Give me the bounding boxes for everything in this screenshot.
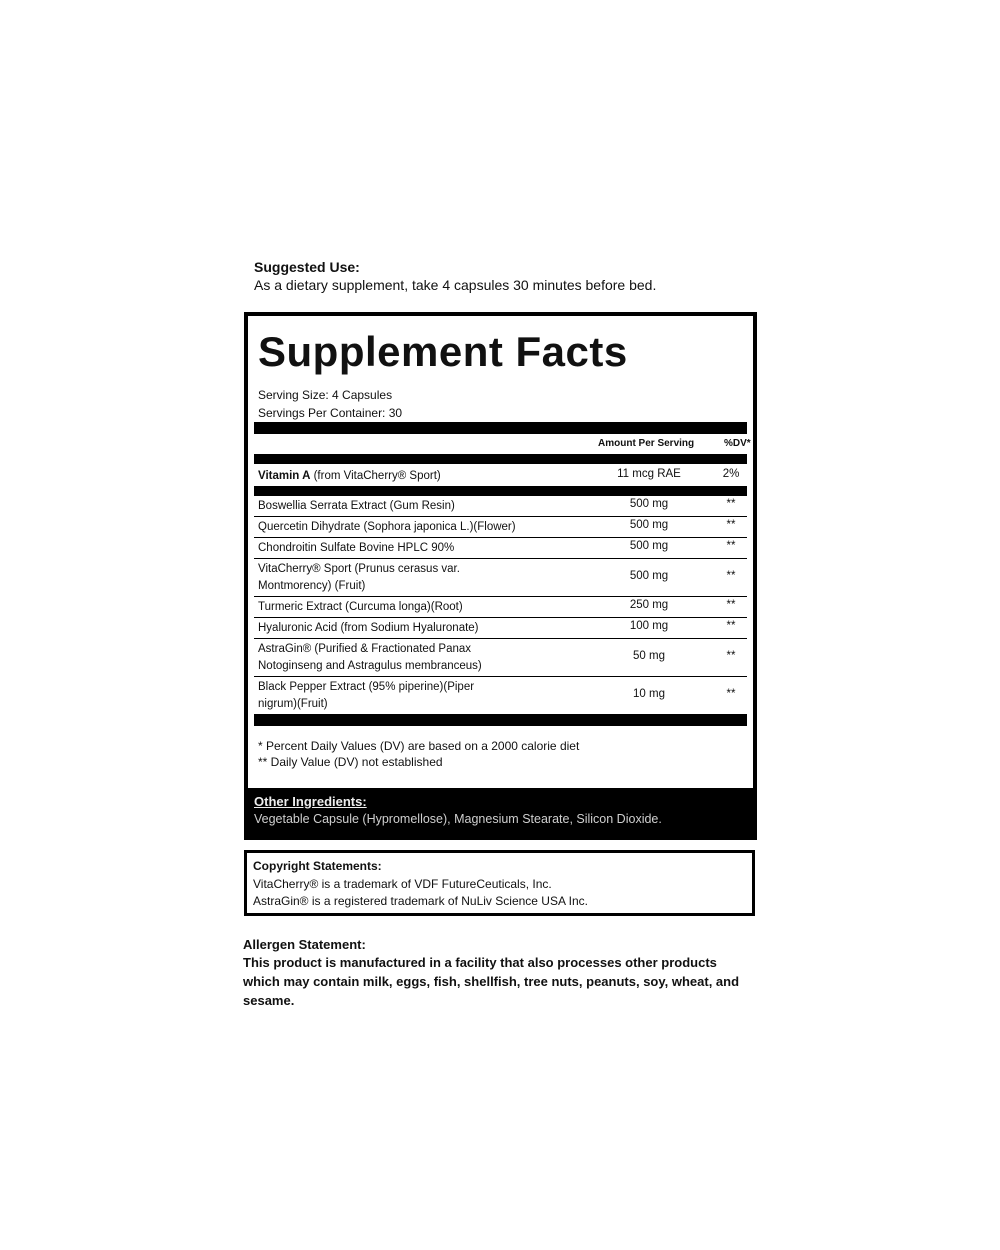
supplement-facts-panel: [244, 312, 757, 840]
ingredient-amount: 50 mg: [633, 649, 665, 662]
ingredient-name: Chondroitin Sulfate Bovine HPLC 90%: [258, 542, 455, 554]
ingredient-dv: **: [726, 498, 736, 510]
table-row: [254, 559, 747, 597]
ingredient-name: AstraGin® (Purified & Fractionated Panax Notoginseng and Astragulus membranceus): [258, 643, 482, 672]
other-ingredients-text: Vegetable Capsule (Hypromellose), Magnesium Stearate, Silicon Dioxide.: [254, 812, 662, 826]
divider-bar: [254, 486, 747, 496]
ingredient-dv: **: [726, 540, 736, 552]
serving-info: [258, 386, 402, 422]
ingredient-name: [258, 468, 588, 485]
divider-bar: [254, 422, 747, 434]
table-row: [254, 517, 747, 538]
table-row: [254, 639, 747, 677]
serving-size: Serving Size: 4 Capsules: [258, 388, 393, 402]
allergen-text: This product is manufactured in a facility that also processes other products which may contain milk, eggs, fish, shellfish, tree nuts, peanuts, soy, wheat, and sesame.: [243, 955, 740, 1008]
other-ingredients-title: Other Ingredients:: [254, 794, 367, 809]
ingredient-dv: **: [726, 569, 736, 582]
dv-header: %DV*: [724, 438, 751, 449]
ingredient-name: Hyaluronic Acid (from Sodium Hyaluronate): [258, 622, 479, 634]
ingredient-name: Turmeric Extract (Curcuma longa)(Root): [258, 601, 463, 613]
allergen-statement: [243, 936, 748, 1010]
footnote: * Percent Daily Values (DV) are based on a 2000 calorie diet: [258, 739, 580, 753]
ingredient-amount: 500 mg: [629, 540, 669, 552]
vitamin-source: (from VitaCherry® Sport): [310, 470, 441, 482]
table-row: [254, 538, 747, 559]
table-row: [254, 496, 747, 517]
copyright-line: AstraGin® is a registered trademark of NuLiv Science USA Inc.: [253, 894, 588, 908]
ingredient-dv: **: [726, 519, 736, 531]
suggested-use-title: Suggested Use:: [254, 259, 360, 275]
ingredient-amount: 100 mg: [629, 620, 669, 632]
facts-heading: Supplement Facts: [258, 328, 628, 375]
ingredient-name: VitaCherry® Sport (Prunus cerasus var. Montmorency) (Fruit): [258, 563, 460, 592]
table-row: [254, 466, 747, 486]
allergen-title: Allergen Statement:: [243, 937, 366, 952]
ingredient-name: Boswellia Serrata Extract (Gum Resin): [258, 500, 455, 512]
table-row: [254, 597, 747, 618]
ingredient-amount: 11 mcg RAE: [617, 468, 681, 480]
copyright-line: VitaCherry® is a trademark of VDF FutureCeuticals, Inc.: [253, 877, 552, 891]
amount-header: Amount Per Serving: [598, 438, 695, 449]
table-row: [254, 618, 747, 639]
ingredient-dv: 2%: [722, 468, 740, 480]
suggested-use-text: As a dietary supplement, take 4 capsules 30 minutes before bed.: [254, 277, 657, 293]
table-row: [254, 677, 747, 715]
ingredient-dv: **: [726, 620, 736, 632]
servings-per-container: Servings Per Container: 30: [258, 406, 403, 420]
divider-bar: [254, 714, 747, 726]
ingredient-amount: 500 mg: [629, 498, 669, 510]
copyright-statements: [244, 850, 755, 916]
ingredient-amount: 10 mg: [633, 687, 665, 700]
ingredient-name: Quercetin Dihydrate (Sophora japonica L.)(Flower): [258, 521, 516, 533]
ingredient-dv: **: [726, 649, 736, 662]
footnotes: [258, 738, 579, 770]
footnote: ** Daily Value (DV) not established: [258, 755, 443, 769]
ingredient-dv: **: [726, 687, 736, 700]
suggested-use: [254, 258, 754, 294]
ingredient-name: Black Pepper Extract (95% piperine)(Piper nigrum)(Fruit): [258, 681, 475, 710]
vitamin-name: Vitamin A: [258, 470, 311, 482]
other-ingredients: [248, 788, 753, 836]
ingredient-amount: 250 mg: [629, 599, 669, 611]
divider-bar: [254, 454, 747, 464]
ingredient-dv: **: [726, 599, 736, 611]
ingredient-amount: 500 mg: [629, 519, 669, 531]
column-header: [254, 434, 751, 454]
ingredient-amount: 500 mg: [629, 569, 669, 582]
copyright-title: Copyright Statements:: [253, 859, 382, 873]
